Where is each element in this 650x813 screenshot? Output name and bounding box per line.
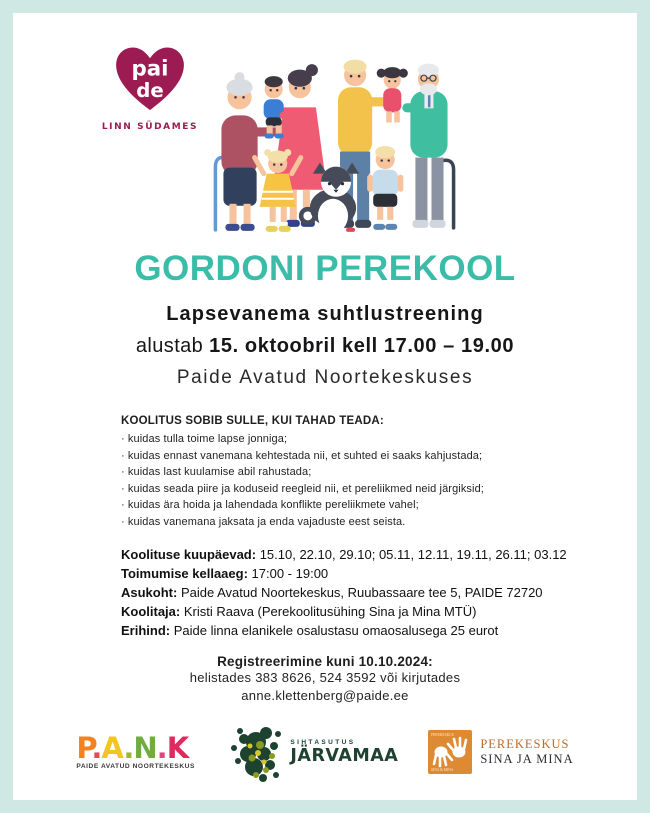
daughter-on-arm-figure	[377, 67, 408, 122]
detail-row-trainer	[121, 602, 591, 621]
heart-text-de: de	[136, 78, 164, 102]
detail-label: Koolitaja:	[121, 604, 181, 619]
detail-label: Toimumise kellaaeg:	[121, 566, 248, 581]
pank-dot: .	[91, 731, 102, 765]
pank-caption: PAIDE AVATUD NOORTEKESKUS	[76, 763, 195, 770]
detail-value: Paide Avatud Noortekeskus, Ruubassaare tee 5, PAIDE 72720	[177, 585, 543, 600]
detail-value: Kristi Raava (Perekoolitusühing Sina ja Mina MTÜ)	[180, 604, 477, 619]
perekeskus-line2: SINA JA MINA	[480, 752, 574, 766]
pank-letter: K	[166, 731, 189, 765]
detail-label: Koolituse kuupäevad:	[121, 547, 257, 562]
grandfather-figure	[402, 64, 453, 228]
registration-section	[13, 654, 637, 705]
jarvamaa-name: JÄRVAMAA	[290, 745, 399, 766]
start-date-line	[13, 335, 637, 358]
detail-value: 15.10, 22.10, 29.10; 05.11, 12.11, 19.11, 26.11; 03.12	[256, 547, 567, 562]
detail-value: Paide linna elanikele osalustasu omaosalusega 25 eurot	[170, 623, 499, 638]
partner-logos	[13, 720, 637, 784]
heart-text-pai: pai	[131, 56, 169, 82]
jarvamaa-logo	[226, 720, 398, 784]
topic-item: · kuidas last kuulamise abil rahustada;	[121, 466, 312, 478]
detail-label: Erihind:	[121, 623, 171, 638]
registration-email: anne.klettenberg@paide.ee	[241, 688, 409, 703]
topic-item: · kuidas ära hoida ja lahendada konflikte pereliikmete vahel;	[121, 499, 419, 511]
course-details-section	[121, 545, 591, 640]
topic-item: · kuidas seada piire ja koduseid reegleid nii, et pereliikmed neid järgiksid;	[121, 482, 484, 495]
svg-text:SINA & MINA: SINA & MINA	[431, 768, 454, 772]
topics-heading: KOOLITUS SOBIB SULLE, KUI TAHAD TEADA:	[121, 415, 384, 427]
perekeskus-hands-icon	[428, 730, 472, 774]
jarvamaa-wordmark	[290, 739, 398, 766]
detail-value: 17:00 - 19:00	[247, 566, 329, 581]
pank-dot: .	[156, 731, 167, 765]
course-topics-section	[121, 415, 591, 530]
location-line: Paide Avatud Noortekeskuses	[176, 367, 474, 388]
perekeskus-logo	[428, 730, 573, 774]
poster-title: GORDONI PEREKOOL	[134, 249, 516, 288]
perekeskus-wordmark	[480, 737, 573, 767]
paide-city-logo	[95, 41, 205, 132]
poster-header	[13, 13, 637, 235]
headline-block	[13, 249, 637, 389]
topic-item: · kuidas vanemana jaksata ja enda vajaduste eest seista.	[121, 515, 406, 528]
pank-wordmark	[76, 731, 196, 765]
jarvamaa-sihtasutus: SIHTASUTUS	[290, 738, 356, 746]
family-illustration	[199, 39, 471, 245]
pank-letter: P	[76, 731, 92, 765]
topic-item: · kuidas ennast vanemana kehtestada nii, et suhted ei saaks kahjustada;	[121, 449, 483, 462]
registration-heading: Registreerimine kuni 10.10.2024:	[217, 654, 433, 669]
poster-subtitle: Lapsevanema suhtlustreening	[166, 303, 484, 325]
registration-phones: helistades 383 8626, 524 3592 või kirjutades	[189, 670, 461, 685]
jarvamaa-splat-icon	[226, 720, 286, 784]
start-prefix: alustab	[135, 335, 210, 357]
detail-row-time	[121, 564, 591, 583]
pank-logo	[76, 731, 196, 770]
pank-letter: N	[133, 731, 157, 765]
paide-logo-tagline: LINN SÜDAMES	[101, 122, 199, 132]
pank-dot: .	[123, 731, 134, 765]
detail-row-location	[121, 583, 591, 602]
paide-heart-logo-icon	[108, 41, 192, 115]
pank-letter: A	[101, 731, 124, 765]
start-date-time: 15. oktoobril kell 17.00 – 19.00	[209, 335, 515, 357]
svg-text:PEREKESKUS: PEREKESKUS	[431, 733, 455, 737]
perekeskus-line1: PEREKESKUS	[480, 737, 570, 751]
detail-label: Asukoht:	[121, 585, 178, 600]
topic-item: · kuidas tulla toime lapse jonniga;	[121, 433, 288, 445]
detail-row-dates	[121, 545, 591, 564]
detail-row-price	[121, 621, 591, 640]
young-boy-figure	[367, 146, 403, 230]
